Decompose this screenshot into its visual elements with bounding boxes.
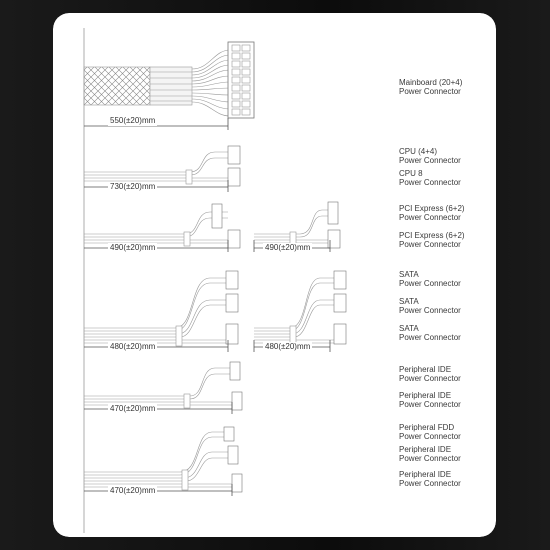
label-peripheral-ide-1: Peripheral IDE Power Connector — [399, 365, 461, 383]
length-cpu: 730(±20)mm — [110, 182, 156, 191]
length-sata-1: 480(±20)mm — [110, 342, 156, 351]
length-peripheral-1: 470(±20)mm — [110, 404, 156, 413]
label-sata-1: SATA Power Connector — [399, 270, 461, 288]
label-peripheral-ide-2: Peripheral IDE Power Connector — [399, 391, 461, 409]
label-mainboard: Mainboard (20+4) Power Connector — [399, 78, 463, 96]
length-mainboard: 550(±20)mm — [110, 116, 156, 125]
length-pcie-2: 490(±20)mm — [265, 243, 311, 252]
label-sata-2: SATA Power Connector — [399, 297, 461, 315]
label-cpu-8: CPU 8 Power Connector — [399, 169, 461, 187]
label-sata-3: SATA Power Connector — [399, 324, 461, 342]
length-sata-2: 480(±20)mm — [265, 342, 311, 351]
label-peripheral-ide-4: Peripheral IDE Power Connector — [399, 470, 461, 488]
label-peripheral-fdd: Peripheral FDD Power Connector — [399, 423, 461, 441]
length-peripheral-2: 470(±20)mm — [110, 486, 156, 495]
label-pcie-2: PCI Express (6+2) Power Connector — [399, 231, 465, 249]
label-pcie-1: PCI Express (6+2) Power Connector — [399, 204, 465, 222]
label-cpu-4-4: CPU (4+4) Power Connector — [399, 147, 461, 165]
label-peripheral-ide-3: Peripheral IDE Power Connector — [399, 445, 461, 463]
length-pcie-1: 490(±20)mm — [110, 243, 156, 252]
